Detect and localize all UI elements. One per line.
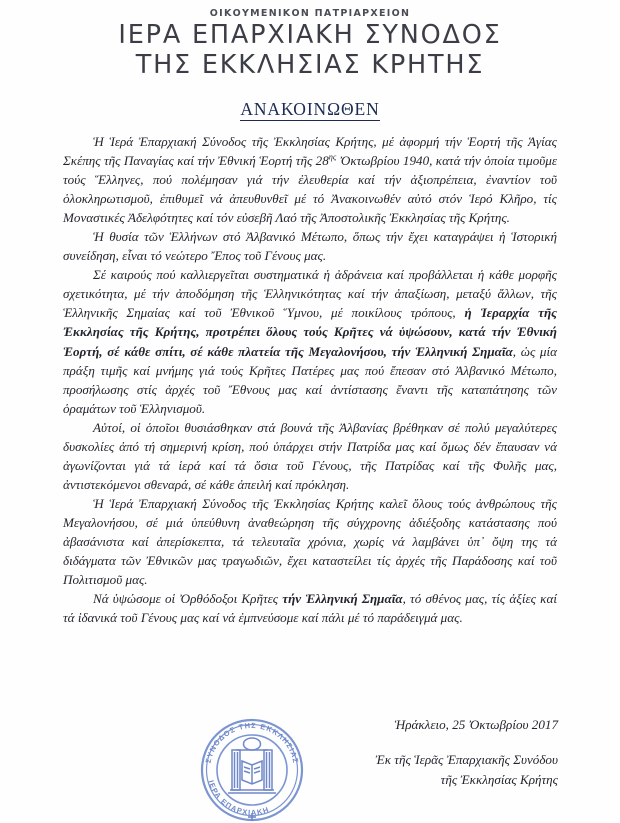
- paragraph-6-emphasis: τήν Ἑλληνική Σημαῖα: [282, 591, 403, 607]
- signature-block: [375, 750, 558, 790]
- paragraph-6-part-b: , τό σθένος μας, τίς ἀξίες καί τά ἰδανικά τοῦ Γένους μας καί νά ἐμπνεύσομε καί πάλι μέ τό παράδειγμά μας.: [63, 591, 557, 626]
- paragraph-2: Ἡ θυσία τῶν Ἑλλήνων στό Ἀλβανικό Μέτωπο, ὅπως τήν ἔχει καταγράψει ἡ Ἱστορική συνείδηση, εἶναι τό νεώτερο Ἔπος τοῦ Γένους μας.: [63, 229, 557, 264]
- paragraph-3-part-a: Σέ καιρούς πού καλλιεργεῖται συστηματικά ἡ ἀδράνεια καί προβάλλεται ἡ κάθε μορφῆς σχετικότητα, μέ τήν ἀποδόμηση τῆς Ἑλληνικότητας καί τήν ἀπαξίωση, μεταξύ ἄλλων, τῆς Ἑλληνικῆς Σημαίας καί τοῦ Ἐθνικοῦ Ὕμνου, μέ ποικίλους τρόπους,: [63, 267, 557, 321]
- paragraph-1-part-a: Ἡ Ἱερά Ἐπαρχιακή Σύνοδος τῆς Ἐκκλησίας Κρήτης, μέ ἀφορμή τήν Ἑορτή τῆς Ἁγίας Σκέπης τῆς Παναγίας καί τήν Ἐθνική Ἑορτή τῆς 28: [63, 134, 557, 169]
- paragraph-5: Ἡ Ἱερά Ἐπαρχιακή Σύνοδος τῆς Ἐκκλησίας Κρήτης καλεῖ ὅλους τούς ἀνθρώπους τῆς Μεγαλονήσου, σέ μιά ὑπεύθυνη ἀναθεώρηση τῆς σύγχρονης ἀδιέξοδης κατάστασης πού ἀβασάνιστα καί ἀπερίσκεπτα, τά τελευταῖα χρόνια, χωρίς νά λαμβάνει ὑπ᾽ ὄψη της τά διδάγματα τῶν Ἐθνικῶν μας τραγωδιῶν, ἔχει καταστείλει τίς ἀρχές τῆς Παράδοσης καί τοῦ Πολιτισμοῦ μας.: [63, 495, 557, 588]
- page-title: [0, 99, 620, 120]
- organization-title: [0, 21, 620, 79]
- paragraph-3-part-b: , ὡς μία πράξη τιμῆς καί μνήμης γιά τούς Κρῆτες Πατέρες μας πού ἔπεσαν στό Ἀλβανικό Μέτωπο, προσήλωσης στίς ἀρχές τοῦ Ἔθνους μας καί ἀντίστασης ἔναντι τῆς καταπάτησης τῶν ὁραμάτων τοῦ Ἑλληνισμοῦ.: [63, 343, 557, 416]
- svg-text:ΣΥΝΟΔΟΣ ΤΗΣ ΕΚΚΛΗΣΙΑΣ: ΣΥΝΟΔΟΣ ΤΗΣ ΕΚΚΛΗΣΙΑΣ: [203, 720, 301, 765]
- paragraph-3: [63, 265, 557, 417]
- signature-line-2: τῆς Ἐκκλησίας Κρήτης: [440, 772, 558, 787]
- paragraph-1: [63, 132, 557, 227]
- document-body: [63, 132, 557, 627]
- paragraph-6: [63, 589, 557, 627]
- page-title-text: ΑΝΑΚΟΙΝΩΘΕΝ: [240, 98, 380, 119]
- organization-title-line2: ΤΗΣ ΕΚΚΛΗΣΙΑΣ ΚΡΗΤΗΣ: [135, 49, 485, 80]
- paragraph-6-part-a: Νά ὑψώσομε οἱ Ὀρθόδοξοι Κρῆτες: [93, 591, 283, 607]
- svg-text:ΙΕΡΑ ΕΠΑΡΧΙΑΚΗ: ΙΕΡΑ ΕΠΑΡΧΙΑΚΗ: [206, 779, 271, 818]
- paragraph-1-part-b: Ὀκτωβρίου 1940, κατά τήν ὁποία τιμοῦμε τούς Ἕλληνες, πού πολέμησαν γιά τήν ἐλευθερία καί τήν ἀξιοπρέπεια, ἐναντίον τοῦ ὁλοκληρωτισμοῦ, ἐπιθυμεῖ νά ἀπευθυνθεῖ μέ τό Ἀνακοινωθέν αὐτό στόν Ἱερό Κλῆρο, τίς Μοναστικές Ἀδελφότητες καί τόν εὐσεβῆ Λαό τῆς Ἀποστολικῆς Ἐκκλησίας τῆς Κρήτης.: [63, 153, 557, 226]
- ordinal-suffix: ης: [328, 152, 337, 162]
- paragraph-4: Αὐτοί, οἱ ὁποῖοι θυσιάσθηκαν στά βουνά τῆς Ἀλβανίας βρέθηκαν σέ πολύ μεγαλύτερες δυσκολίες ἀπό τή σημερινή κρίση, πού ὑπάρχει στήν Πατρίδα μας καί ὅμως δέν ἔπαυσαν νά ἀγωνίζονται γιά τά ἱερά καί τά ὅσια τοῦ Γένους, τῆς Πατρίδας καί τῆς Φυλῆς μας, ἀντιστεκόμενοι σθεναρά, σέ κάθε ἀπειλή καί πρόκληση.: [63, 419, 557, 492]
- date-line: Ἡράκλειο, 25 Ὀκτωβρίου 2017: [394, 717, 558, 732]
- document-footer: [0, 712, 620, 823]
- patriarchate-line: ΟΙΚΟΥΜΕΝΙΚΟΝ ΠΑΤΡΙΑΡΧΕΙΟΝ: [209, 8, 411, 19]
- signature-line-1: Ἐκ τῆς Ἱερᾶς Ἐπαρχιακῆς Συνόδου: [375, 752, 558, 767]
- paragraph-3-emphasis: ἡ Ἱεραρχία τῆς Ἐκκλησίας τῆς Κρήτης, προτρέπει ὅλους τούς Κρῆτες νά ὑψώσουν, κατά τήν Ἐθνική Ἑορτή, σέ κάθε σπίτι, σέ κάθε πλατεία τῆς Μεγαλονήσου, τήν Ἑλληνική Σημαῖα: [63, 305, 557, 359]
- organization-title-line1: ΙΕΡΑ ΕΠΑΡΧΙΑΚΗ ΣΥΝΟΔΟΣ: [118, 20, 502, 51]
- document-header: [0, 0, 620, 80]
